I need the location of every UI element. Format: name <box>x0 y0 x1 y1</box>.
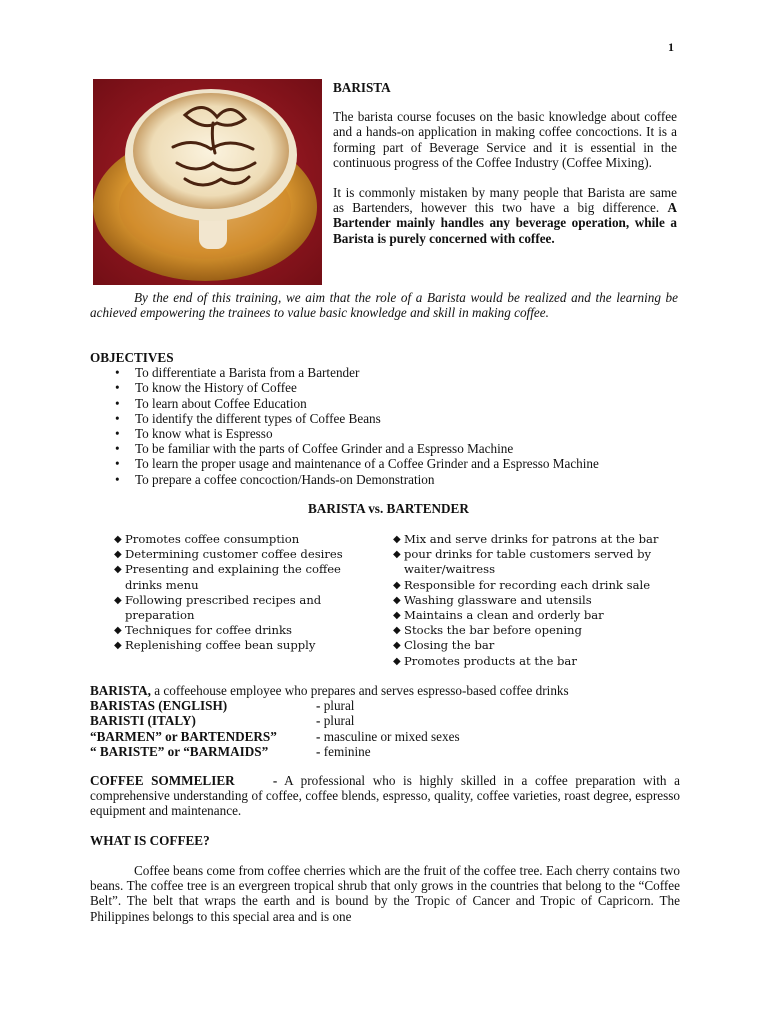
diamond-bullet-icon: ◆ <box>114 534 122 545</box>
term-dash: - <box>316 698 321 714</box>
duty-text: pour drinks for table customers served by waiter/waitress <box>404 547 652 577</box>
intro-paragraph-2-bold: A Bartender mainly handles any beverage operation, while a Barista is purely concerned with coffee. <box>333 200 677 246</box>
list-item <box>393 638 683 653</box>
duty-text: Maintains a clean and orderly bar <box>404 608 604 623</box>
list-item <box>90 411 680 426</box>
bartender-duties-column <box>393 532 683 669</box>
bullet-icon: • <box>115 410 120 426</box>
objectives-list <box>90 365 680 487</box>
duty-text: Techniques for coffee drinks <box>125 623 292 638</box>
sommelier-dash: - <box>272 773 278 788</box>
what-is-coffee-paragraph: Coffee beans come from coffee cherries which are the fruit of the coffee tree. Each cherry contains two beans. The coffee tree is an evergreen tropical shrub that only grows in the countries that belong to the “Coffee Belt”. The belt that wraps the earth and is bound by the Tropic of Cancer and Tropic of Capricorn. The Philippines belongs to this special area and is one <box>90 863 680 924</box>
term-row <box>90 744 680 759</box>
diamond-bullet-icon: ◆ <box>114 564 122 576</box>
coffee-cup-image <box>93 79 322 285</box>
what-is-coffee-heading: WHAT IS COFFEE? <box>90 833 210 848</box>
diamond-bullet-icon: ◆ <box>393 640 401 652</box>
duty-text: Promotes coffee consumption <box>125 532 300 546</box>
list-item <box>114 532 364 547</box>
bullet-icon: • <box>115 426 120 442</box>
coffee-latte-art-photo <box>93 79 322 285</box>
duty-text: Presenting and explaining the coffee drinks menu <box>125 562 341 592</box>
list-item <box>90 426 680 441</box>
term-meaning-text: plural <box>320 698 355 714</box>
diamond-bullet-icon: ◆ <box>114 625 122 637</box>
term-dash: - <box>316 743 321 759</box>
list-item <box>90 472 680 487</box>
term-row <box>90 698 680 713</box>
objective-text: To know what is Espresso <box>135 426 273 442</box>
list-item <box>90 396 680 411</box>
duty-text: Promotes products at the bar <box>404 653 577 668</box>
list-item <box>90 441 680 456</box>
term-label: BARISTAS (ENGLISH) <box>90 698 228 714</box>
list-item <box>393 532 683 547</box>
duty-text: Responsible for recording each drink sale <box>404 577 651 592</box>
objective-text: To differentiate a Barista from a Bartender <box>135 365 360 381</box>
list-item <box>114 638 364 653</box>
diamond-bullet-icon: ◆ <box>393 579 401 591</box>
objective-text: To identify the different types of Coffee Beans <box>135 410 381 426</box>
diamond-bullet-icon: ◆ <box>393 625 401 637</box>
diamond-bullet-icon: ◆ <box>393 610 401 622</box>
term-meaning <box>316 744 371 759</box>
list-item <box>393 593 683 608</box>
duty-text: Determining customer coffee desires <box>125 547 343 562</box>
diamond-bullet-icon: ◆ <box>393 549 401 561</box>
bullet-icon: • <box>115 395 120 411</box>
sommelier-definition <box>90 773 680 819</box>
page-number: 1 <box>668 40 674 54</box>
diamond-bullet-icon: ◆ <box>393 655 401 667</box>
term-meaning <box>316 729 460 744</box>
training-aim-paragraph: By the end of this training, we aim that the role of a Barista would be realized and the learning be achieved empowering the trainees to value basic knowledge and skill in making coffee. <box>90 290 678 321</box>
objectives-section <box>90 350 680 487</box>
intro-title: BARISTA <box>333 80 391 95</box>
terms-section <box>90 683 680 759</box>
list-item <box>114 623 364 638</box>
bullet-icon: • <box>115 365 120 381</box>
sommelier-term: COFFEE SOMMELIER <box>90 773 235 788</box>
term-meaning-text: feminine <box>320 743 371 759</box>
list-item <box>393 547 683 577</box>
term-label: BARISTI (ITALY) <box>90 713 196 729</box>
barista-duties-column <box>114 532 364 654</box>
objective-text: To learn about Coffee Education <box>135 395 307 411</box>
list-item <box>393 578 683 593</box>
definition-text: a coffeehouse employee who prepares and serves espresso-based coffee drinks <box>150 683 569 698</box>
objectives-heading: OBJECTIVES <box>90 350 174 365</box>
list-item <box>90 380 680 395</box>
intro-paragraph-2-text: It is commonly mistaken by many people that Barista are same as Bartenders, however this two have a big difference. <box>333 185 677 216</box>
bullet-icon: • <box>115 380 120 396</box>
diamond-bullet-icon: ◆ <box>114 594 122 606</box>
objective-text: To learn the proper usage and maintenance of a Coffee Grinder and a Espresso Machine <box>135 456 599 472</box>
intro-paragraph-2 <box>333 185 677 246</box>
term-meaning-text: plural <box>320 713 355 729</box>
comparison-title: BARISTA vs. BARTENDER <box>308 501 469 516</box>
objective-text: To know the History of Coffee <box>135 380 297 396</box>
diamond-bullet-icon: ◆ <box>114 549 122 561</box>
list-item <box>114 593 364 623</box>
bullet-icon: • <box>115 456 120 472</box>
definition-term: BARISTA, <box>90 683 151 698</box>
sommelier-text: A professional who is highly skilled in a coffee preparation with a comprehensive understanding of coffee, coffee blends, espresso, quality, coffee varieties, roast degree, espresso equipment and maintenance. <box>90 773 680 819</box>
duty-text: Mix and serve drinks for patrons at the bar <box>404 532 659 546</box>
term-dash: - <box>316 713 321 729</box>
term-meaning-text: masculine or mixed sexes <box>320 728 460 744</box>
objective-text: To be familiar with the parts of Coffee Grinder and a Espresso Machine <box>135 441 514 457</box>
bullet-icon: • <box>115 471 120 487</box>
diamond-bullet-icon: ◆ <box>393 594 401 606</box>
diamond-bullet-icon: ◆ <box>114 640 122 652</box>
term-label: “BARMEN” or BARTENDERS” <box>90 728 277 744</box>
duty-text: Stocks the bar before opening <box>404 623 582 638</box>
term-label: “ BARISTE” or “BARMAIDS” <box>90 743 269 759</box>
bullet-icon: • <box>115 441 120 457</box>
list-item <box>393 654 683 669</box>
list-item <box>90 456 680 471</box>
objective-text: To prepare a coffee concoction/Hands-on Demonstration <box>135 471 435 487</box>
intro-section <box>333 80 677 261</box>
term-dash: - <box>316 728 321 744</box>
list-item <box>393 608 683 623</box>
intro-paragraph-1: The barista course focuses on the basic knowledge about coffee and a hands-on application in making coffee concoctions. It is a forming part of Beverage Service and it is essential in the continuous progress of the Coffee Industry (Coffee Mixing). <box>333 109 677 170</box>
diamond-bullet-icon: ◆ <box>393 534 401 545</box>
term-row <box>90 713 680 728</box>
duty-text: Closing the bar <box>404 638 495 653</box>
duty-text: Washing glassware and utensils <box>404 592 592 607</box>
barista-definition <box>90 683 680 698</box>
term-row <box>90 729 680 744</box>
term-meaning <box>316 713 354 728</box>
list-item <box>90 365 680 380</box>
list-item <box>114 562 364 592</box>
duty-text: Following prescribed recipes and preparation <box>125 592 322 623</box>
list-item <box>393 623 683 638</box>
duty-text: Replenishing coffee bean supply <box>125 638 316 653</box>
list-item <box>114 547 364 562</box>
term-meaning <box>316 698 354 713</box>
